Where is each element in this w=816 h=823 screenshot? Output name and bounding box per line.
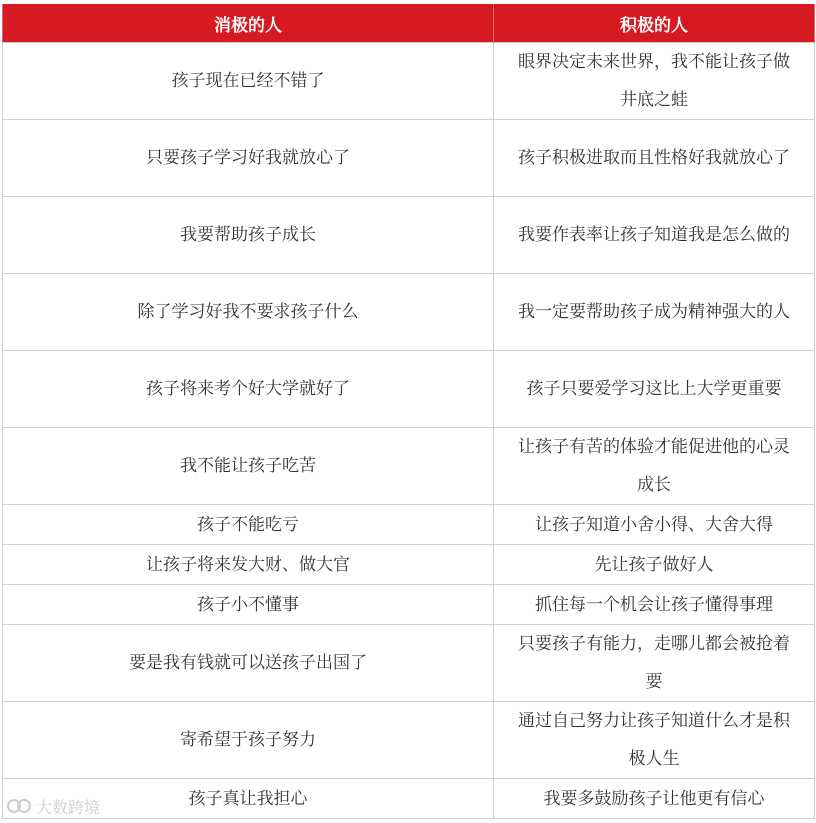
positive-cell: 只要孩子有能力，走哪儿都会被抢着要 [494, 625, 815, 702]
watermark [6, 794, 100, 818]
positive-cell: 让孩子有苦的体验才能促进他的心灵成长 [494, 428, 815, 505]
positive-cell: 我要作表率让孩子知道我是怎么做的 [494, 197, 815, 274]
comparison-table [2, 4, 815, 819]
negative-cell: 要是我有钱就可以送孩子出国了 [3, 625, 494, 702]
table-row [3, 585, 815, 625]
negative-cell: 除了学习好我不要求孩子什么 [3, 274, 494, 351]
positive-cell: 让孩子知道小舍小得、大舍大得 [494, 505, 815, 545]
table-row [3, 197, 815, 274]
negative-cell: 寄希望于孩子努力 [3, 702, 494, 779]
positive-cell: 通过自己努力让孩子知道什么才是积极人生 [494, 702, 815, 779]
negative-cell: 孩子不能吃亏 [3, 505, 494, 545]
positive-cell: 眼界决定未来世界，我不能让孩子做井底之蛙 [494, 43, 815, 120]
table-row [3, 274, 815, 351]
negative-cell: 让孩子将来发大财、做大官 [3, 545, 494, 585]
negative-cell: 我不能让孩子吃苦 [3, 428, 494, 505]
table-row [3, 505, 815, 545]
header-positive: 积极的人 [494, 4, 815, 43]
positive-cell: 我一定要帮助孩子成为精神强大的人 [494, 274, 815, 351]
positive-cell: 孩子只要爱学习这比上大学更重要 [494, 351, 815, 428]
negative-cell: 孩子小不懂事 [3, 585, 494, 625]
watermark-logo-icon [6, 796, 32, 816]
table-row [3, 545, 815, 585]
negative-cell: 孩子真让我担心 [3, 779, 494, 819]
table-header-row [3, 4, 815, 43]
table-row [3, 120, 815, 197]
table-row [3, 428, 815, 505]
positive-cell: 我要多鼓励孩子让他更有信心 [494, 779, 815, 819]
watermark-text: 大数跨境 [36, 797, 101, 817]
negative-cell: 我要帮助孩子成长 [3, 197, 494, 274]
header-negative: 消极的人 [3, 4, 494, 43]
table-row [3, 351, 815, 428]
negative-cell: 孩子将来考个好大学就好了 [3, 351, 494, 428]
table-row [3, 43, 815, 120]
positive-cell: 孩子积极进取而且性格好我就放心了 [494, 120, 815, 197]
table-row [3, 779, 815, 819]
negative-cell: 孩子现在已经不错了 [3, 43, 494, 120]
negative-cell: 只要孩子学习好我就放心了 [3, 120, 494, 197]
positive-cell: 抓住每一个机会让孩子懂得事理 [494, 585, 815, 625]
table-row [3, 625, 815, 702]
table-row [3, 702, 815, 779]
positive-cell: 先让孩子做好人 [494, 545, 815, 585]
